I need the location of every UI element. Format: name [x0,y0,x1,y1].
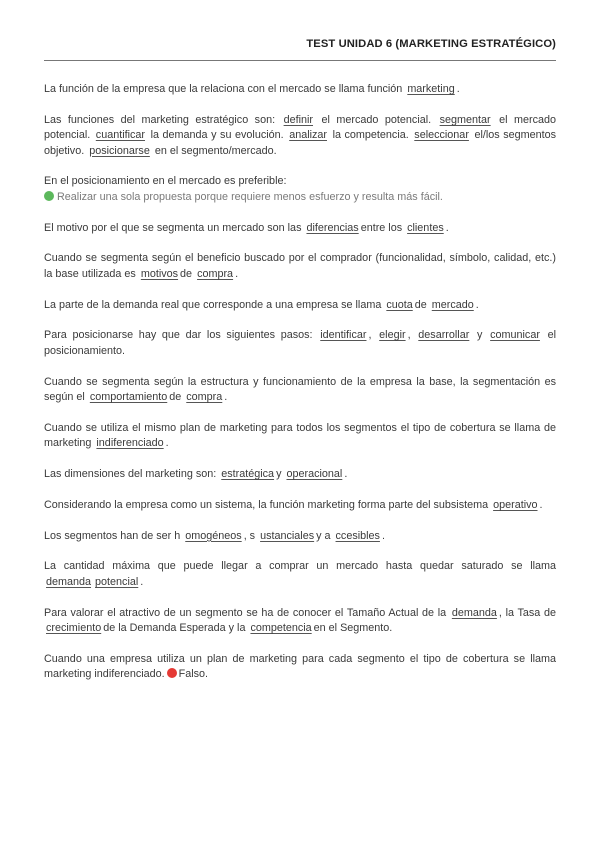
question-5: Cuando se segmenta según el beneficio buscado por el comprador (funcionalidad, símbolo, calidad, etc.) la base utilizada es motivos de compra . [44,252,556,280]
answer-blank: operacional [286,468,343,481]
answer-blank: estratégica [221,468,275,481]
question-11: Considerando la empresa como un sistema, la función marketing forma parte del subsistema operativo . [44,498,543,511]
answer-blank: ccesibles [335,529,380,542]
answer-blank: competencia [250,622,312,635]
answer-blank: demanda [46,575,92,588]
answer-blank: operativo [493,498,538,511]
question-15: Cuando una empresa utiliza un plan de marketing para cada segmento el tipo de cobertura se llama marketing indiferenciado. Falso. [44,652,556,681]
answer-blank: desarrollar [418,329,470,342]
answer-blank: cuota [386,298,413,311]
answer-blank: demanda [451,606,497,619]
question-6: La parte de la demanda real que corresponde a una empresa se llama cuota de mercado . [44,298,479,311]
question-12: Los segmentos han de ser h omogéneos , s ustanciales y a ccesibles . [44,529,385,542]
answer-blank: omogéneos [185,529,242,542]
answer-blank: comunicar [490,329,540,342]
answer-blank: potencial [95,575,139,588]
answer-blank: posicionarse [89,144,150,157]
answer-blank: analizar [289,129,327,142]
question-4: El motivo por el que se segmenta un mercado son las diferencias entre los clientes . [44,221,449,234]
answer-blank: mercado [431,298,474,311]
question-3-option: Realizar una sola propuesta porque requiere menos esfuerzo y resulta más fácil. [44,190,556,205]
answer-blank: indiferenciado [96,437,164,450]
answer-blank: identificar [320,329,367,342]
answer-blank: crecimiento [46,622,102,635]
question-13: La cantidad máxima que puede llegar a comprar un mercado hasta quedar saturado se llama demanda potencial . [44,560,556,588]
answer-blank: cuantificar [95,129,146,142]
answer-blank: elegir [379,329,406,342]
answer-blank: compra [197,267,234,280]
question-2: Las funciones del marketing estratégico son: definir el mercado potencial. segmentar el mercado potencial. cuantificar la demanda y su evolución. analizar la competencia. seleccionar el/los segmentos objetivo. posicionarse en el segmento/mercado. [44,113,557,157]
answer-blank: motivos [140,267,179,280]
page-header-title: TEST UNIDAD 6 (MARKETING ESTRATÉGICO) [306,38,556,50]
question-1: La función de la empresa que la relaciona con el mercado se llama función marketing . [44,83,460,95]
answer-blank: marketing [407,83,455,95]
question-9: Cuando se utiliza el mismo plan de marketing para todos los segmentos el tipo de cobertura se llama de marketing indiferenciado . [44,421,556,450]
green-dot-icon [44,191,54,201]
answer-blank: compra [186,391,223,404]
answer-blank: seleccionar [414,129,469,142]
header-divider [44,60,556,61]
question-3: En el posicionamiento en el mercado es preferible: [44,175,287,188]
answer-blank: comportamiento [89,391,168,404]
answer-blank: clientes [407,221,444,234]
question-8: Cuando se segmenta según la estructura y funcionamiento de la empresa la base, la segmentación es según el comportamiento de compra . [44,375,556,404]
answer-blank: definir [283,113,314,126]
question-7: Para posicionarse hay que dar los siguientes pasos: identificar , elegir , desarrollar y comunicar el posicionamiento. [44,329,557,357]
question-10: Las dimensiones del marketing son: estratégica y operacional . [44,468,348,481]
test-content [44,82,556,698]
answer-blank: diferencias [306,221,359,234]
answer-blank: segmentar [439,113,491,126]
answer-blank: ustanciales [260,529,315,542]
question-14: Para valorar el atractivo de un segmento se ha de conocer el Tamaño Actual de la demanda , la Tasa de crecimiento de la Demanda Esperada y la competencia en el Segmento. [44,606,556,635]
red-dot-icon [167,668,177,678]
